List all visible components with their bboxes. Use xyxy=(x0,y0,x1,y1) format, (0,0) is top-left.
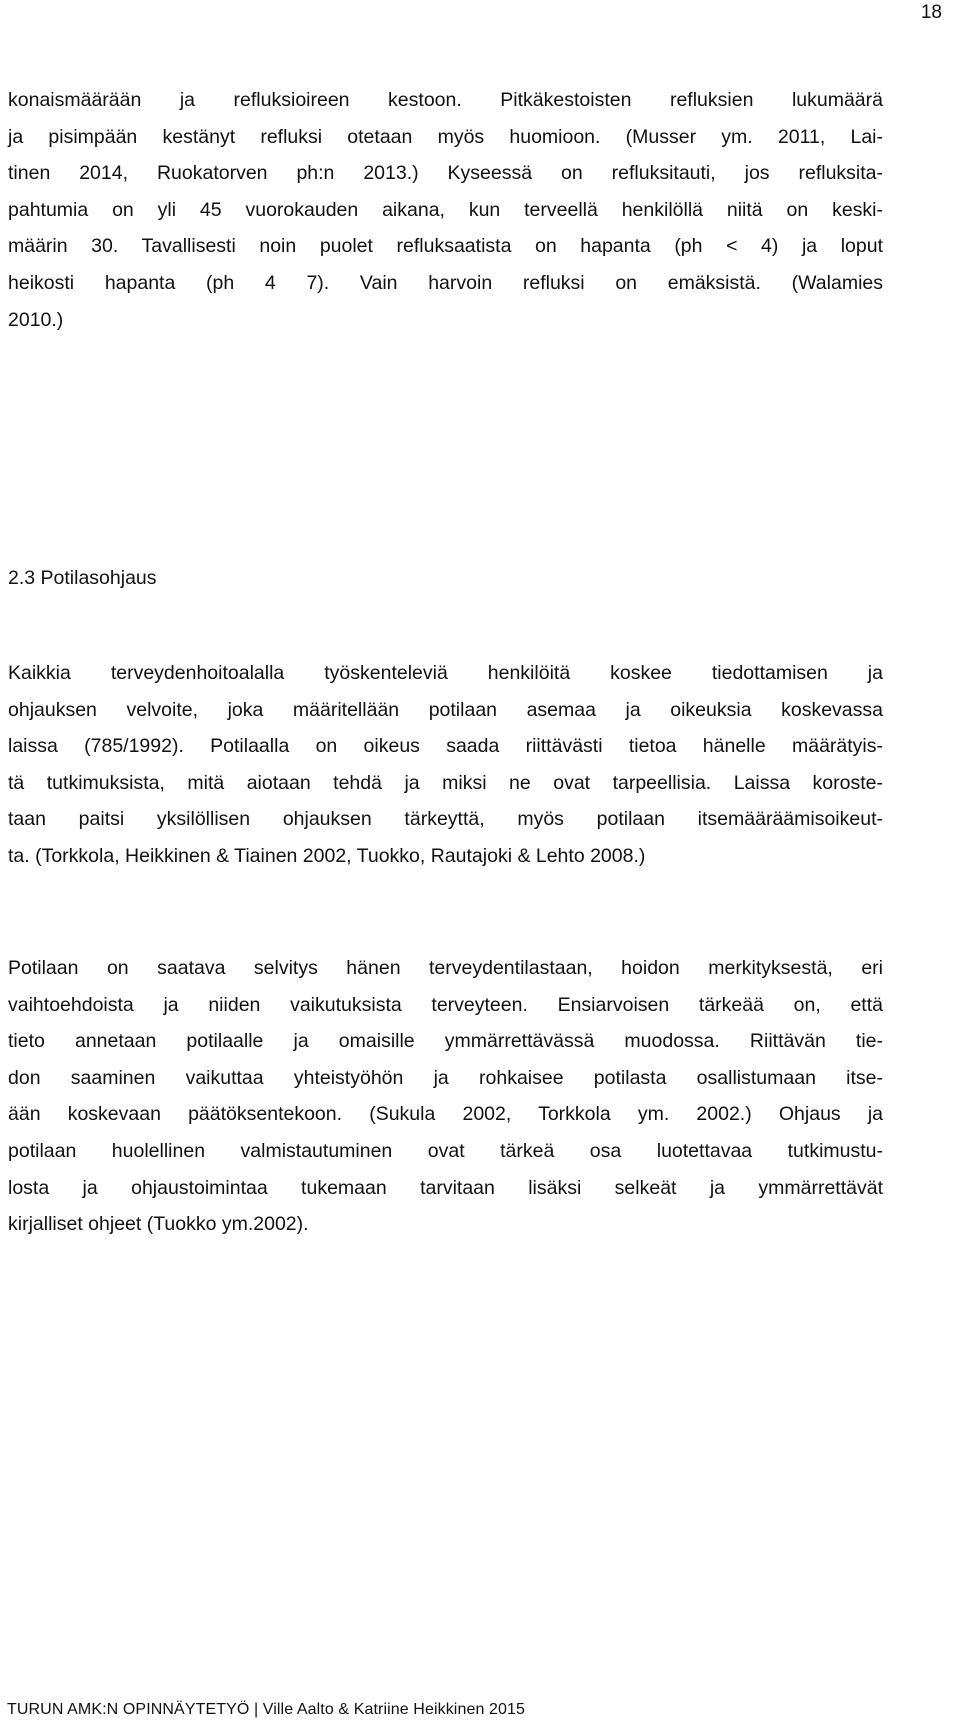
text-line: heikosti hapanta (ph 4 7). Vain harvoin refluksi on emäksistä. (Walamies xyxy=(8,271,883,294)
text-line: tinen 2014, Ruokatorven ph:n 2013.) Kyseessä on refluksitauti, jos refluksita- xyxy=(8,162,883,185)
page-number: 18 xyxy=(920,2,942,23)
section-heading: 2.3 Potilasohjaus xyxy=(8,567,157,589)
paragraph-guidance-obligation xyxy=(8,655,883,875)
text-line: ään koskevaan päätöksentekoon. (Sukula 2002, Torkkola ym. 2002.) Ohjaus ja xyxy=(8,1103,883,1126)
text-line: potilaan huolellinen valmistautuminen ovat tärkeä osa luotettavaa tutkimustu- xyxy=(8,1139,883,1162)
text-line: kirjalliset ohjeet (Tuokko ym.2002). xyxy=(8,1213,309,1236)
text-line: ja pisimpään kestänyt refluksi otetaan myös huomioon. (Musser ym. 2011, Lai- xyxy=(8,125,883,148)
text-line: don saaminen vaikuttaa yhteistyöhön ja rohkaisee potilasta osallistumaan itse- xyxy=(8,1066,883,1089)
text-line: konaismäärään ja refluksioireen kestoon. Pitkäkestoisten refluksien lukumäärä xyxy=(8,89,883,111)
text-line: ohjauksen velvoite, joka määritellään potilaan asemaa ja oikeuksia koskevassa xyxy=(8,698,883,721)
paragraph-patient-information xyxy=(8,950,883,1243)
text-line: tieto annetaan potilaalle ja omaisille ymmärrettävässä muodossa. Riittävän tie- xyxy=(8,1030,883,1053)
text-line: losta ja ohjaustoimintaa tukemaan tarvitaan lisäksi selkeät ja ymmärrettävät xyxy=(8,1176,883,1199)
text-line: laissa (785/1992). Potilaalla on oikeus saada riittävästi tietoa hänelle määrätyis- xyxy=(8,735,883,758)
text-line: ta. (Torkkola, Heikkinen & Tiainen 2002, Tuokko, Rautajoki & Lehto 2008.) xyxy=(8,844,646,867)
text-line: 2010.) xyxy=(8,308,64,331)
text-line: vaihtoehdoista ja niiden vaikutuksista terveyteen. Ensiarvoisen tärkeää on, että xyxy=(8,993,883,1016)
page-footer: TURUN AMK:N OPINNÄYTETYÖ | Ville Aalto & Katriine Heikkinen 2015 xyxy=(7,1701,526,1718)
text-line: taan paitsi yksilöllisen ohjauksen tärkeyttä, myös potilaan itsemääräämisoikeut- xyxy=(8,808,883,831)
text-line: Kaikkia terveydenhoitoalalla työskenteleviä henkilöitä koskee tiedottamisen ja xyxy=(8,662,883,684)
paragraph-reflux-criteria xyxy=(8,82,883,338)
text-line: Potilaan on saatava selvitys hänen terveydentilastaan, hoidon merkityksestä, eri xyxy=(8,957,883,979)
text-line: tä tutkimuksista, mitä aiotaan tehdä ja miksi ne ovat tarpeellisia. Laissa koroste- xyxy=(8,771,883,794)
text-line: määrin 30. Tavallisesti noin puolet refluksaatista on hapanta (ph < 4) ja loput xyxy=(8,235,883,258)
text-line: pahtumia on yli 45 vuorokauden aikana, kun terveellä henkilöllä niitä on keski- xyxy=(8,198,883,221)
